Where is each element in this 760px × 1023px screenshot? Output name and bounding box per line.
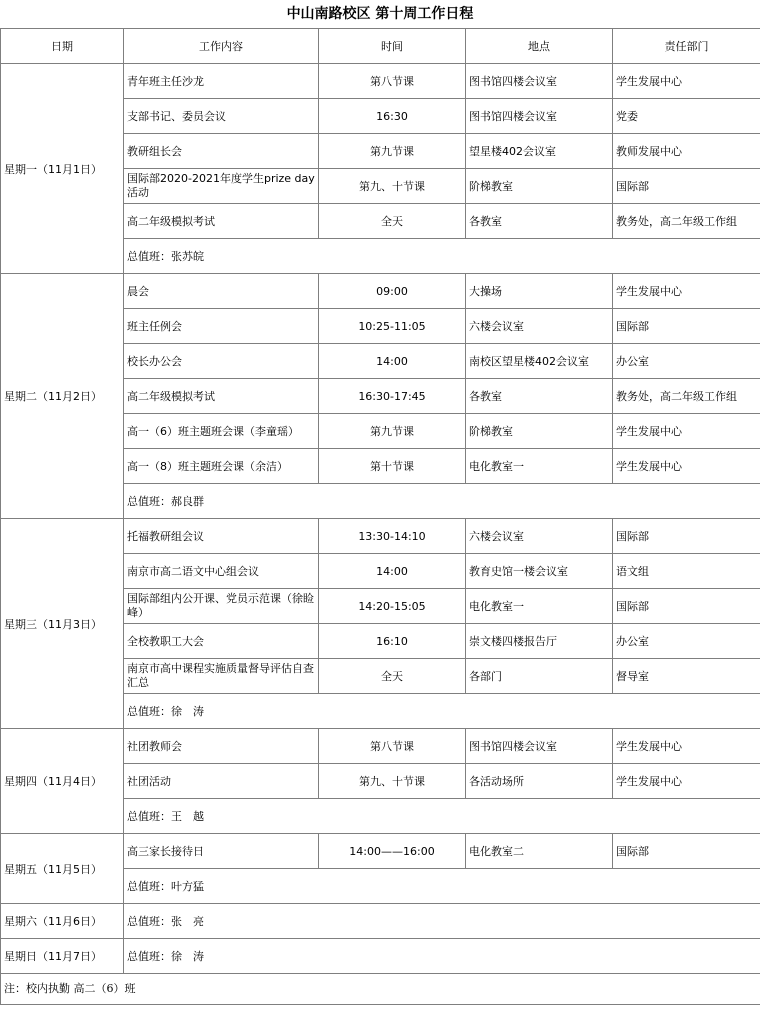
duty-officer: 总值班：叶方猛 (124, 869, 760, 904)
schedule-body (1, 64, 760, 974)
event-time: 第九节课 (319, 134, 466, 169)
header-dept: 责任部门 (613, 29, 760, 64)
event-dept: 学生发展中心 (613, 449, 760, 484)
event-time: 16:30 (319, 99, 466, 134)
table-row (1, 834, 760, 869)
event-location: 六楼会议室 (466, 309, 613, 344)
duty-officer: 总值班：徐 涛 (124, 939, 760, 974)
event-dept: 教务处，高二年级工作组 (613, 204, 760, 239)
event-time: 16:10 (319, 624, 466, 659)
event-time: 16:30-17:45 (319, 379, 466, 414)
event-location: 阶梯教室 (466, 169, 613, 204)
event-location: 教育史馆一楼会议室 (466, 554, 613, 589)
footer-note: 注：校内执勤 高二（6）班 (0, 974, 760, 1005)
event-location: 各活动场所 (466, 764, 613, 799)
header-date: 日期 (1, 29, 124, 64)
schedule-table (0, 28, 760, 974)
event-time: 09:00 (319, 274, 466, 309)
event-location: 图书馆四楼会议室 (466, 729, 613, 764)
event-content: 国际部组内公开课、党员示范课（徐睑峰） (124, 589, 319, 624)
event-time: 10:25-11:05 (319, 309, 466, 344)
duty-row (1, 904, 760, 939)
event-time: 13:30-14:10 (319, 519, 466, 554)
event-location: 各部门 (466, 659, 613, 694)
event-time: 第九、十节课 (319, 169, 466, 204)
event-content: 教研组长会 (124, 134, 319, 169)
event-content: 青年班主任沙龙 (124, 64, 319, 99)
event-dept: 办公室 (613, 344, 760, 379)
event-dept: 督导室 (613, 659, 760, 694)
event-dept: 国际部 (613, 169, 760, 204)
event-dept: 国际部 (613, 834, 760, 869)
day-label: 星期一（11月1日） (1, 64, 124, 274)
event-content: 高一（8）班主题班会课（余洁） (124, 449, 319, 484)
event-dept: 党委 (613, 99, 760, 134)
table-row (1, 729, 760, 764)
event-content: 南京市高中课程实施质量督导评估自查汇总 (124, 659, 319, 694)
duty-officer: 总值班：徐 涛 (124, 694, 760, 729)
event-dept: 办公室 (613, 624, 760, 659)
table-row (1, 519, 760, 554)
event-time: 14:00——16:00 (319, 834, 466, 869)
event-location: 图书馆四楼会议室 (466, 64, 613, 99)
event-dept: 教师发展中心 (613, 134, 760, 169)
duty-row (1, 939, 760, 974)
event-dept: 学生发展中心 (613, 729, 760, 764)
table-row (1, 274, 760, 309)
table-row (1, 64, 760, 99)
event-location: 望星楼402会议室 (466, 134, 613, 169)
event-content: 托福教研组会议 (124, 519, 319, 554)
event-content: 班主任例会 (124, 309, 319, 344)
event-dept: 国际部 (613, 519, 760, 554)
duty-officer: 总值班：张 亮 (124, 904, 760, 939)
event-content: 校长办公会 (124, 344, 319, 379)
event-time: 14:00 (319, 344, 466, 379)
event-time: 第九、十节课 (319, 764, 466, 799)
event-location: 六楼会议室 (466, 519, 613, 554)
event-dept: 学生发展中心 (613, 764, 760, 799)
event-content: 高二年级模拟考试 (124, 204, 319, 239)
event-time: 全天 (319, 204, 466, 239)
event-content: 南京市高二语文中心组会议 (124, 554, 319, 589)
event-location: 电化教室二 (466, 834, 613, 869)
event-content: 社团活动 (124, 764, 319, 799)
page-title: 中山南路校区 第十周工作日程 (286, 6, 474, 22)
event-location: 电化教室一 (466, 449, 613, 484)
event-dept: 国际部 (613, 309, 760, 344)
event-time: 14:20-15:05 (319, 589, 466, 624)
header-location: 地点 (466, 29, 613, 64)
event-dept: 学生发展中心 (613, 414, 760, 449)
event-time: 第八节课 (319, 729, 466, 764)
header-row (1, 29, 760, 64)
event-location: 各教室 (466, 379, 613, 414)
event-content: 高三家长接待日 (124, 834, 319, 869)
day-label: 星期日（11月7日） (1, 939, 124, 974)
day-label: 星期五（11月5日） (1, 834, 124, 904)
duty-officer: 总值班：张苏皖 (124, 239, 760, 274)
event-dept: 学生发展中心 (613, 64, 760, 99)
event-content: 晨会 (124, 274, 319, 309)
duty-officer: 总值班：王 越 (124, 799, 760, 834)
header-time: 时间 (319, 29, 466, 64)
event-time: 第十节课 (319, 449, 466, 484)
day-label: 星期二（11月2日） (1, 274, 124, 519)
day-label: 星期四（11月4日） (1, 729, 124, 834)
duty-officer: 总值班：郝良群 (124, 484, 760, 519)
event-dept: 学生发展中心 (613, 274, 760, 309)
header-content: 工作内容 (124, 29, 319, 64)
event-location: 电化教室一 (466, 589, 613, 624)
day-label: 星期三（11月3日） (1, 519, 124, 729)
event-time: 第九节课 (319, 414, 466, 449)
event-time: 第八节课 (319, 64, 466, 99)
event-content: 高一（6）班主题班会课（李童瑶） (124, 414, 319, 449)
event-location: 阶梯教室 (466, 414, 613, 449)
event-content: 支部书记、委员会议 (124, 99, 319, 134)
event-dept: 国际部 (613, 589, 760, 624)
event-content: 社团教师会 (124, 729, 319, 764)
event-dept: 语文组 (613, 554, 760, 589)
event-content: 高二年级模拟考试 (124, 379, 319, 414)
event-location: 南校区望星楼402会议室 (466, 344, 613, 379)
event-time: 14:00 (319, 554, 466, 589)
event-time: 全天 (319, 659, 466, 694)
day-label: 星期六（11月6日） (1, 904, 124, 939)
event-content: 全校教职工大会 (124, 624, 319, 659)
event-location: 图书馆四楼会议室 (466, 99, 613, 134)
event-content: 国际部2020-2021年度学生prize day活动 (124, 169, 319, 204)
event-location: 各教室 (466, 204, 613, 239)
event-location: 崇文楼四楼报告厅 (466, 624, 613, 659)
event-dept: 教务处，高二年级工作组 (613, 379, 760, 414)
event-location: 大操场 (466, 274, 613, 309)
